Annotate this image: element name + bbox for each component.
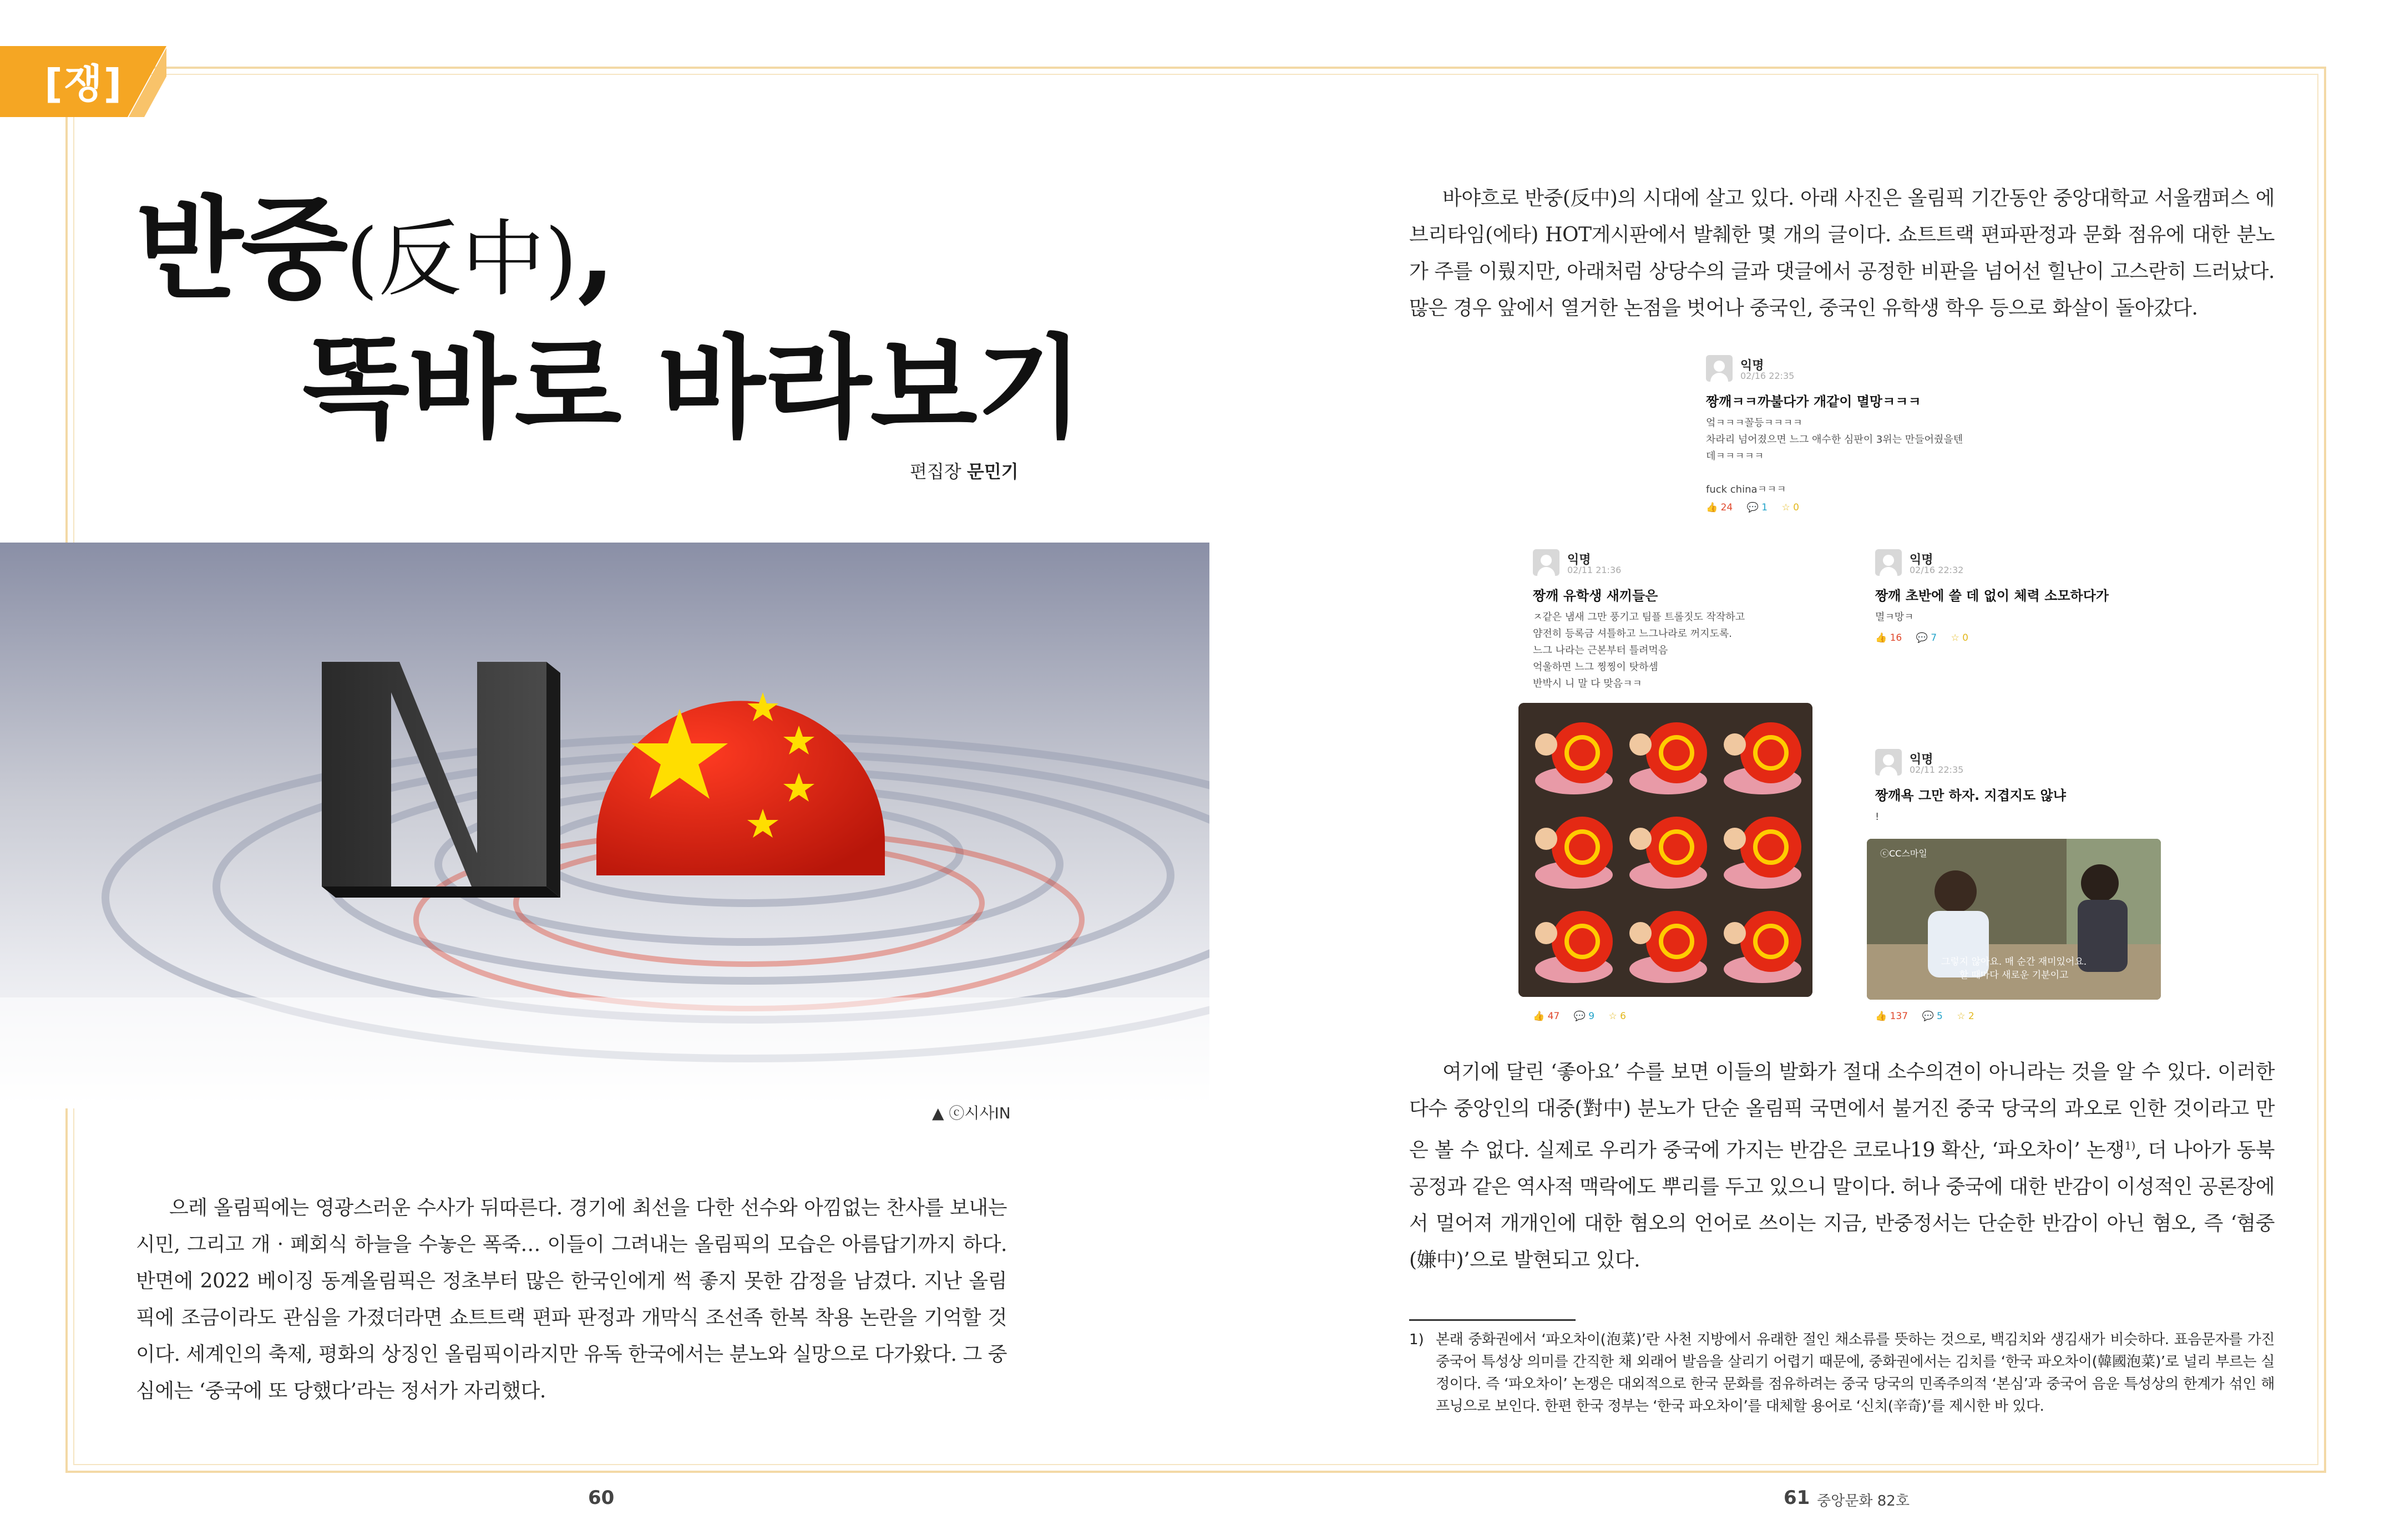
right-analysis-paragraph: 여기에 달린 ‘좋아요’ 수를 보면 이들의 발화가 절대 소수의견이 아니라는 것을 알 수 있다. 이러한 다수 중앙인의 대중(對中) 분노가 단순 올림픽 국면에서 불거진 중국 당국의 과오로 인한 것이라고 만은 볼 수 없다. 실제로 우리가 중국에 가지는 반감은 코로나19 확산, ‘파오차이’ 논쟁$^{1)}$, 더 나아가 동북공정과 같은 역사적 맥락에도 뿌리를 두고 있으니 말이다. 허나 중국에 대한 반감이 이성적인 공론장에서 멀어져 개개인에 대한 혐오의 언어로 쓰이는 지금, 반중정서는 단순한 반감이 아닌 혐오, 즉 ‘혐중(嫌中)’으로 발현되고 있다. [1409,1061,2275,1271]
tv-logo: ⓒCC스마일 [1880,848,1927,859]
tv-subtitle [1867,955,2161,982]
section-tag-label: [쟁] [44,60,123,107]
magazine-issue: 중앙문화 82호 [1817,1493,1910,1509]
footnote-ref[interactable]: 1) [2124,1139,2135,1152]
post-stats [1875,1011,1986,1022]
page-number-left: 60 [588,1487,615,1509]
avatar [1706,355,1733,382]
post-body: ! [1875,811,1880,823]
post-date: 02/16 22:32 [1910,565,1964,575]
hero-image [0,543,1209,1108]
tv-still-image [1867,839,2161,1000]
page-title-line1: 반중(反中), [136,184,614,315]
page-title-line2: 똑바로 바라보기 [302,323,1083,453]
tv-subtitle-line2: 할 때마다 새로운 기분이고 [1959,970,2069,981]
comment-count: 💬 9 [1573,1011,1595,1022]
post-stats [1533,1011,1637,1022]
footnote-divider [1409,1319,1576,1321]
byline: 편집장 문민기 [910,461,1019,482]
post-body: ㅈ같은 냄새 그만 풍기고 팀플 트롤짓도 작작하고 얌전히 등록금 셔틀하고 느그나라로 꺼지도록. 느그 나라는 근본부터 틀려먹음 억울하면 느그 찡찡이 탓하셈 반박시 니 말 다 맞음ㅋㅋ [1533,611,1745,690]
post-stats [1706,502,1810,513]
photo-credit: ▲ ⓒ시사IN [932,1104,1011,1122]
comment-count: 💬 5 [1922,1011,1943,1022]
post-user: 익명 [1740,359,1764,373]
post-body: 멸ㅋ망ㅋ [1875,611,1914,623]
post-title: 짱깨욕 그만 하자. 지겹지도 않냐 [1875,788,2066,803]
scrap-count: ☆ 6 [1608,1011,1626,1022]
post-date: 02/11 22:35 [1910,764,1964,775]
like-count: 👍 16 [1875,632,1902,644]
post-title: 짱깨ㅋㅋ까불다가 개같이 멸망ㅋㅋㅋ [1706,394,1921,409]
comment-count: 💬 7 [1916,632,1937,644]
comment-count: 💬 1 [1746,502,1768,513]
post-title: 짱깨 초반에 쓸 데 없이 체력 소모하다가 [1875,588,2109,604]
avatar [1875,749,1902,776]
footnote-number: 1) [1409,1331,1424,1348]
like-count: 👍 24 [1706,502,1733,513]
scrap-count: ☆ 2 [1957,1011,1974,1022]
avatar [1875,549,1902,576]
page-number-right: 61 [1784,1487,1810,1509]
footnote-text: 본래 중화권에서 ‘파오차이(泡菜)’란 사천 지방에서 유래한 절인 채소류를 뜻하는 것으로, 백김치와 생김새가 비슷하다. 표음문자를 가진 중국어 특성상 의미를 간직한 채 외래어 발음을 살리기 어렵기 때문에, 중화권에서는 김치를 ‘한국 파오차이(韓國泡菜)’로 널리 부르는 실정이다. 즉 ‘파오차이’ 논쟁은 대외적으로 한국 문화를 점유하려는 중국 당국의 민족주의적 ‘본심’과 중국어 음운 특성상의 한계가 섞인 해프닝으로 보인다. 한편 한국 정부는 ‘한국 파오차이’를 대체할 용어로 ‘신치(辛奇)’를 제시한 바 있다. [1436,1331,2275,1415]
post-user: 익명 [1910,753,1933,767]
post-body: 엌ㅋㅋㅋ꼴등ㅋㅋㅋㅋ 차라리 넘어졌으면 느그 애수한 심판이 3위는 만들어줬을텐 데ㅋㅋㅋㅋㅋ fuck chinaㅋㅋㅋ [1706,417,1963,495]
like-count: 👍 47 [1533,1011,1560,1022]
post-user: 익명 [1910,553,1933,567]
avatar [1533,549,1559,576]
post-title: 짱깨 유학생 새끼들은 [1533,588,1658,604]
scrap-count: ☆ 0 [1781,502,1799,513]
post-date: 02/16 22:35 [1740,371,1795,381]
scrap-count: ☆ 0 [1951,632,1968,644]
post-date: 02/11 21:36 [1567,565,1622,575]
tv-subtitle-line1: 그렇지 않아요. 매 순간 재미있어요. [1941,956,2087,967]
like-count: 👍 137 [1875,1011,1908,1022]
footnote [1409,1329,2275,1417]
left-body-paragraph: 으레 올림픽에는 영광스러운 수사가 뒤따른다. 경기에 최선을 다한 선수와 아낌없는 찬사를 보내는 시민, 그리고 개 · 폐회식 하늘을 수놓은 폭죽… 이들이 그려내는 올림픽의 모습은 아름답기까지 하다. 반면에 2022 베이징 동계올림픽은 정초부터 많은 한국인에게 썩 좋지 못한 감정을 남겼다. 지난 올림픽에 조금이라도 관심을 가졌더라면 쇼트트랙 편파 판정과 개막식 조선족 한복 착용 논란을 기억할 것이다. 세계인의 축제, 평화의 상징인 올림픽이라지만 유독 한국에서는 분노와 실망으로 다가왔다. 그 중심에는 ‘중국에 또 당했다’라는 정서가 자리했다. [136,1197,1007,1402]
post-stats [1875,632,1979,644]
snail-meme-image [1518,703,1812,997]
right-intro-paragraph: 바야흐로 반중(反中)의 시대에 살고 있다. 아래 사진은 올림픽 기간동안 중앙대학교 서울캠퍼스 에브리타임(에타) HOT게시판에서 발췌한 몇 개의 글이다. 쇼트트랙 편파판정과 문화 점유에 대한 분노가 주를 이뤘지만, 아래처럼 상당수의 글과 댓글에서 공정한 비판을 넘어선 힐난이 고스란히 드러났다. 많은 경우 앞에서 열거한 논점을 벗어나 중국인, 중국인 유학생 학우 등으로 화살이 돌아갔다. [1409,187,2275,320]
post-user: 익명 [1567,553,1591,567]
